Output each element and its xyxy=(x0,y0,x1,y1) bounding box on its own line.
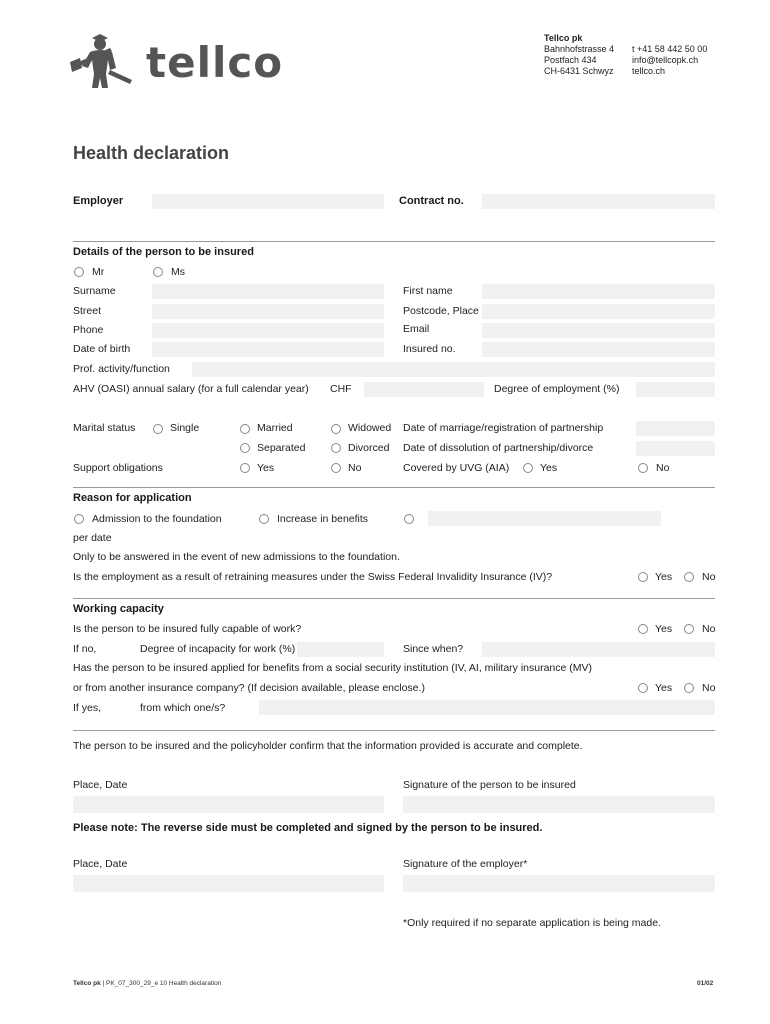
married-radio[interactable] xyxy=(240,424,250,434)
email-label: Email xyxy=(403,323,430,335)
sig-insured-label: Signature of the person to be insured xyxy=(403,779,576,791)
note-text: Please note: The reverse side must be completed and signed by the person to be insured. xyxy=(73,822,543,834)
capable-yes-label: Yes xyxy=(655,623,673,635)
widowed-label: Widowed xyxy=(348,422,392,434)
footer-doc: PK_07_300_29_e 10 Health declaration xyxy=(106,980,222,987)
sig-employer-label: Signature of the employer* xyxy=(403,858,528,870)
prof-activity-field[interactable] xyxy=(192,362,715,377)
retraining-yes-label: Yes xyxy=(655,571,673,583)
married-label: Married xyxy=(257,422,293,434)
reason-heading: Reason for application xyxy=(73,492,192,504)
retraining-no-label: No xyxy=(702,571,716,583)
postcode-field[interactable] xyxy=(482,304,715,319)
sig-employer-field[interactable] xyxy=(403,875,715,892)
employment-degree-field[interactable] xyxy=(636,382,715,397)
admission-label: Admission to the foundation xyxy=(92,513,222,525)
support-yes-radio[interactable] xyxy=(240,463,250,473)
applied-no-label: No xyxy=(702,682,716,694)
footer-left xyxy=(73,980,221,987)
incapacity-field[interactable] xyxy=(297,642,384,657)
date-marriage-field[interactable] xyxy=(636,421,715,436)
footnote: *Only required if no separate application is being made. xyxy=(403,917,661,929)
prof-activity-label: Prof. activity/function xyxy=(73,363,170,375)
footer-company: Tellco pk xyxy=(73,980,101,987)
uvg-no-radio[interactable] xyxy=(638,463,648,473)
postcode-label: Postcode, Place xyxy=(403,305,479,317)
if-no-label: If no, xyxy=(73,643,97,655)
divider xyxy=(73,241,715,242)
place-date-field[interactable] xyxy=(73,796,384,813)
details-heading: Details of the person to be insured xyxy=(73,246,254,258)
salary-label: AHV (OASI) annual salary (for a full calendar year) xyxy=(73,383,309,395)
which-one-field[interactable] xyxy=(259,700,715,715)
surname-label: Surname xyxy=(73,285,116,297)
date-marriage-label: Date of marriage/registration of partnership xyxy=(403,422,604,434)
applied-yes-label: Yes xyxy=(655,682,673,694)
employment-degree-label: Degree of employment (%) xyxy=(494,383,620,395)
contact-email: info@tellcopk.ch xyxy=(632,55,699,65)
per-date-label: per date xyxy=(73,532,112,544)
employer-place-date-label: Place, Date xyxy=(73,858,128,870)
uvg-no-label: No xyxy=(656,462,670,474)
date-dissolution-label: Date of dissolution of partnership/divorce xyxy=(403,442,594,454)
uvg-yes-label: Yes xyxy=(540,462,558,474)
if-yes-label: If yes, xyxy=(73,702,102,714)
capacity-heading: Working capacity xyxy=(73,603,164,615)
ms-radio[interactable] xyxy=(153,267,163,277)
capable-yes-radio[interactable] xyxy=(638,624,648,634)
support-obligations-label: Support obligations xyxy=(73,462,163,474)
mr-label: Mr xyxy=(92,266,105,278)
incapacity-label: Degree of incapacity for work (%) xyxy=(140,643,296,655)
date-dissolution-field[interactable] xyxy=(636,441,715,456)
admission-radio[interactable] xyxy=(74,514,84,524)
other-reason-radio[interactable] xyxy=(404,514,414,524)
divorced-radio[interactable] xyxy=(331,443,341,453)
phone-label: Phone xyxy=(73,324,104,336)
dob-field[interactable] xyxy=(152,342,384,357)
ms-label: Ms xyxy=(171,266,185,278)
logo-figure-icon xyxy=(70,34,134,90)
divider xyxy=(73,730,715,731)
brand-wordmark: tellco xyxy=(146,38,284,87)
address-line-2: Postfach 434 xyxy=(544,55,597,65)
divider xyxy=(73,598,715,599)
increase-radio[interactable] xyxy=(259,514,269,524)
other-reason-field[interactable] xyxy=(428,511,661,526)
support-no-label: No xyxy=(348,462,362,474)
employer-label: Employer xyxy=(73,195,124,207)
contact-website: tellco.ch xyxy=(632,66,666,76)
footer-separator: | xyxy=(102,980,107,987)
contact-phone: t +41 58 442 50 00 xyxy=(632,44,708,54)
contract-no-field[interactable] xyxy=(482,194,715,209)
street-label: Street xyxy=(73,305,102,317)
since-when-label: Since when? xyxy=(403,643,464,655)
surname-field[interactable] xyxy=(152,284,384,299)
applied-question-1: Has the person to be insured applied for benefits from a social security institution (IV, AI, military insurance (MV) xyxy=(73,662,593,674)
sig-insured-field[interactable] xyxy=(403,796,715,813)
uvg-label: Covered by UVG (AIA) xyxy=(403,462,510,474)
address-line-3: CH-6431 Schwyz xyxy=(544,66,614,76)
retraining-yes-radio[interactable] xyxy=(638,572,648,582)
mr-radio[interactable] xyxy=(74,267,84,277)
retraining-no-radio[interactable] xyxy=(684,572,694,582)
page-title: Health declaration xyxy=(73,143,230,163)
single-radio[interactable] xyxy=(153,424,163,434)
insured-no-field[interactable] xyxy=(482,342,715,357)
applied-yes-radio[interactable] xyxy=(638,683,648,693)
applied-question-2: or from another insurance company? (If decision available, please enclose.) xyxy=(73,682,425,694)
employer-field[interactable] xyxy=(152,194,384,209)
separated-label: Separated xyxy=(257,442,306,454)
contract-no-label: Contract no. xyxy=(399,195,464,207)
capable-no-label: No xyxy=(702,623,716,635)
chf-label: CHF xyxy=(330,383,352,395)
address-line-1: Bahnhofstrasse 4 xyxy=(544,44,615,54)
applied-no-radio[interactable] xyxy=(684,683,694,693)
fully-capable-question: Is the person to be insured fully capable of work? xyxy=(73,623,302,635)
support-yes-label: Yes xyxy=(257,462,275,474)
marital-status-label: Marital status xyxy=(73,422,136,434)
employer-place-date-field[interactable] xyxy=(73,875,384,892)
footer-page: 01/02 xyxy=(697,980,714,987)
salary-field[interactable] xyxy=(364,382,484,397)
dob-label: Date of birth xyxy=(73,343,131,355)
company-logo xyxy=(70,34,295,90)
insured-no-label: Insured no. xyxy=(403,343,456,355)
phone-field[interactable] xyxy=(152,323,384,338)
street-field[interactable] xyxy=(152,304,384,319)
confirmation-text: The person to be insured and the policyholder confirm that the information provided is accurate and complete. xyxy=(73,740,583,752)
widowed-radio[interactable] xyxy=(331,424,341,434)
separated-radio[interactable] xyxy=(240,443,250,453)
single-label: Single xyxy=(170,422,200,434)
first-name-field[interactable] xyxy=(482,284,715,299)
since-when-field[interactable] xyxy=(482,642,715,657)
first-name-label: First name xyxy=(403,285,453,297)
company-name: Tellco pk xyxy=(544,33,583,43)
email-field[interactable] xyxy=(482,323,715,338)
only-new-note: Only to be answered in the event of new admissions to the foundation. xyxy=(73,551,400,563)
support-no-radio[interactable] xyxy=(331,463,341,473)
capable-no-radio[interactable] xyxy=(684,624,694,634)
which-one-label: from which one/s? xyxy=(140,702,226,714)
per-date-field[interactable] xyxy=(120,531,384,546)
retraining-question: Is the employment as a result of retraining measures under the Swiss Federal Invalidity Insurance (IV)? xyxy=(73,571,553,583)
uvg-yes-radio[interactable] xyxy=(523,463,533,473)
place-date-label: Place, Date xyxy=(73,779,128,791)
divorced-label: Divorced xyxy=(348,442,390,454)
increase-label: Increase in benefits xyxy=(277,513,369,525)
divider xyxy=(73,487,715,488)
